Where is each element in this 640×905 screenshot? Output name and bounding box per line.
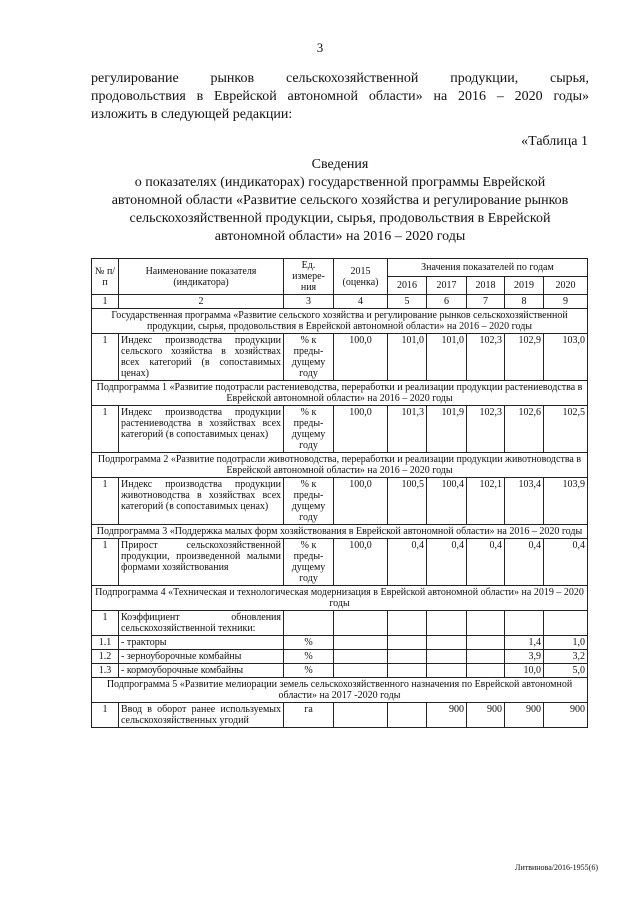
row-number: 1 (92, 611, 119, 636)
column-number: 9 (544, 295, 588, 309)
estimate-2015 (334, 650, 388, 664)
year-value: 102,3 (467, 334, 505, 381)
year-value: 900 (544, 703, 588, 728)
header-year: 2017 (427, 277, 467, 295)
column-number: 2 (119, 295, 284, 309)
indicator-name: Индекс производства продукции растениеводства в хозяйствах всех категорий (в сопоставимых ценах) (119, 406, 284, 453)
indicator-name: Индекс производства продукции животноводства в хозяйствах всех категорий (в сопоставимых ценах) (119, 478, 284, 525)
heading-line: автономной области «Развитие сельского хозяйства и регулирование рынков (111, 193, 569, 208)
column-number: 5 (388, 295, 427, 309)
section-row (92, 309, 588, 334)
column-number: 3 (284, 295, 334, 309)
year-value: 0,4 (388, 539, 427, 586)
header-year: 2019 (505, 277, 544, 295)
estimate-2015 (334, 611, 388, 636)
year-value: 102,9 (505, 334, 544, 381)
page-number: 3 (316, 40, 324, 55)
year-value: 101,3 (388, 406, 427, 453)
year-value: 3,9 (505, 650, 544, 664)
unit: % к преды-дущему году (284, 406, 334, 453)
unit: га (284, 703, 334, 728)
header-num: № п/п (92, 259, 119, 295)
year-value (505, 611, 544, 636)
column-numbers-row (92, 295, 588, 309)
table-row (92, 664, 588, 678)
table-row (92, 650, 588, 664)
estimate-2015 (334, 636, 388, 650)
indicator-name: - тракторы (119, 636, 284, 650)
year-value: 100,4 (427, 478, 467, 525)
table-row (92, 539, 588, 586)
indicators-table (91, 258, 588, 728)
estimate-2015: 100,0 (334, 334, 388, 381)
table-row (92, 636, 588, 650)
section-row (92, 525, 588, 539)
year-value: 101,0 (427, 334, 467, 381)
row-number: 1 (92, 406, 119, 453)
unit: % к преды-дущему году (284, 334, 334, 381)
year-value: 0,4 (544, 539, 588, 586)
row-number: 1 (92, 703, 119, 728)
year-value (467, 611, 505, 636)
estimate-2015 (334, 703, 388, 728)
table-row (92, 703, 588, 728)
unit (284, 611, 334, 636)
indicator-name: - зерноуборочные комбайны (119, 650, 284, 664)
heading-line: автономной области» на 2016 – 2020 годы (214, 229, 466, 244)
year-value: 900 (427, 703, 467, 728)
year-value (388, 703, 427, 728)
heading-title: Сведения (311, 157, 369, 172)
header-name: Наименование показателя (индикатора) (119, 259, 284, 295)
year-value: 1,4 (505, 636, 544, 650)
column-number: 4 (334, 295, 388, 309)
header-estimate: 2015 (оценка) (334, 259, 388, 295)
indicator-name: - кормоуборочные комбайны (119, 664, 284, 678)
estimate-2015: 100,0 (334, 478, 388, 525)
year-value: 3,2 (544, 650, 588, 664)
estimate-2015: 100,0 (334, 539, 388, 586)
year-value: 103,0 (544, 334, 588, 381)
year-value (388, 636, 427, 650)
unit: % (284, 664, 334, 678)
table-row (92, 334, 588, 381)
header-unit: Ед. измере-ния (284, 259, 334, 295)
section-title: Подпрограмма 1 «Развитие подотрасли растениеводства, переработки и реализации продукции растениеводства в Еврейской автономной области» на 2016 – 2020 годы (92, 381, 588, 406)
column-number: 8 (505, 295, 544, 309)
column-number: 1 (92, 295, 119, 309)
header-values-group: Значения показателей по годам (388, 259, 588, 277)
year-value (467, 664, 505, 678)
year-value (467, 650, 505, 664)
section-row (92, 586, 588, 611)
estimate-2015: 100,0 (334, 406, 388, 453)
year-value: 0,4 (505, 539, 544, 586)
year-value (427, 611, 467, 636)
header-year: 2016 (388, 277, 427, 295)
year-value: 1,0 (544, 636, 588, 650)
year-value: 0,4 (427, 539, 467, 586)
unit: % (284, 636, 334, 650)
intro-line: продовольствия в Еврейской автономной области» на 2016 – 2020 годы» (91, 89, 589, 104)
table-heading (91, 156, 589, 246)
heading-line: сельскохозяйственной продукции, сырья, продовольствия в Еврейской (129, 211, 551, 226)
section-title: Подпрограмма 5 «Развитие мелиорации земель сельскохозяйственного назначения по Еврейской автономной области» на 2017 -2020 годы (92, 678, 588, 703)
unit: % к преды-дущему году (284, 478, 334, 525)
section-row (92, 381, 588, 406)
table-body (92, 309, 588, 728)
heading-line: о показателях (индикаторах) государственной программы Еврейской (134, 175, 546, 190)
header-year: 2018 (467, 277, 505, 295)
row-number: 1 (92, 478, 119, 525)
indicator-name: Индекс производства продукции сельского хозяйства в хозяйствах всех категорий (в сопоставимых ценах) (119, 334, 284, 381)
year-value (388, 611, 427, 636)
row-number: 1 (92, 334, 119, 381)
year-value (388, 664, 427, 678)
section-row (92, 453, 588, 478)
section-title: Государственная программа «Развитие сельского хозяйства и регулирование рынков сельскохозяйственной продукции, сырья, продовольствия в Еврейской автономной области» на 2016 – 2020 годы (92, 309, 588, 334)
indicator-name: Прирост сельскохозяйственной продукции, произведенной малыми формами хозяйствования (119, 539, 284, 586)
year-value: 0,4 (467, 539, 505, 586)
year-value: 900 (467, 703, 505, 728)
year-value: 5,0 (544, 664, 588, 678)
row-number: 1 (92, 539, 119, 586)
indicator-name: Ввод в оборот ранее используемых сельскохозяйственных угодий (119, 703, 284, 728)
year-value: 102,5 (544, 406, 588, 453)
year-value: 10,0 (505, 664, 544, 678)
year-value (544, 611, 588, 636)
row-number: 1.1 (92, 636, 119, 650)
footer-reference: Литвинова/2016-1955(6) (515, 863, 598, 872)
year-value: 101,9 (427, 406, 467, 453)
unit: % (284, 650, 334, 664)
section-row (92, 678, 588, 703)
column-number: 7 (467, 295, 505, 309)
row-number: 1.3 (92, 664, 119, 678)
estimate-2015 (334, 664, 388, 678)
year-value: 102,6 (505, 406, 544, 453)
year-value: 101,0 (388, 334, 427, 381)
year-value: 103,4 (505, 478, 544, 525)
section-title: Подпрограмма 2 «Развитие подотрасли животноводства, переработки и реализации продукции животноводства в Еврейской автономной области» на 2016 – 2020 годы (92, 453, 588, 478)
year-value (467, 636, 505, 650)
year-value (427, 650, 467, 664)
year-value: 103,9 (544, 478, 588, 525)
row-number: 1.2 (92, 650, 119, 664)
intro-line: регулирование рынков сельскохозяйственной продукции, сырья, (91, 71, 589, 86)
year-value: 102,3 (467, 406, 505, 453)
table-row (92, 406, 588, 453)
intro-line: изложить в следующей редакции: (91, 107, 293, 122)
indicator-name: Коэффициент обновления сельскохозяйственной техники: (119, 611, 284, 636)
section-title: Подпрограмма 4 «Техническая и технологическая модернизация в Еврейской автономной области» на 2019 – 2020 годы (92, 586, 588, 611)
section-title: Подпрограмма 3 «Поддержка малых форм хозяйствования в Еврейской автономной области» на 2016 – 2020 годы (92, 525, 588, 539)
table-row (92, 478, 588, 525)
table-header (92, 259, 588, 309)
year-value (427, 664, 467, 678)
unit: % к преды-дущему году (284, 539, 334, 586)
year-value (427, 636, 467, 650)
header-year: 2020 (544, 277, 588, 295)
table-row (92, 611, 588, 636)
column-number: 6 (427, 295, 467, 309)
intro-paragraph (91, 70, 589, 124)
year-value: 102,1 (467, 478, 505, 525)
table-caption-tag: «Таблица 1 (521, 134, 588, 149)
year-value (388, 650, 427, 664)
year-value: 900 (505, 703, 544, 728)
year-value: 100,5 (388, 478, 427, 525)
